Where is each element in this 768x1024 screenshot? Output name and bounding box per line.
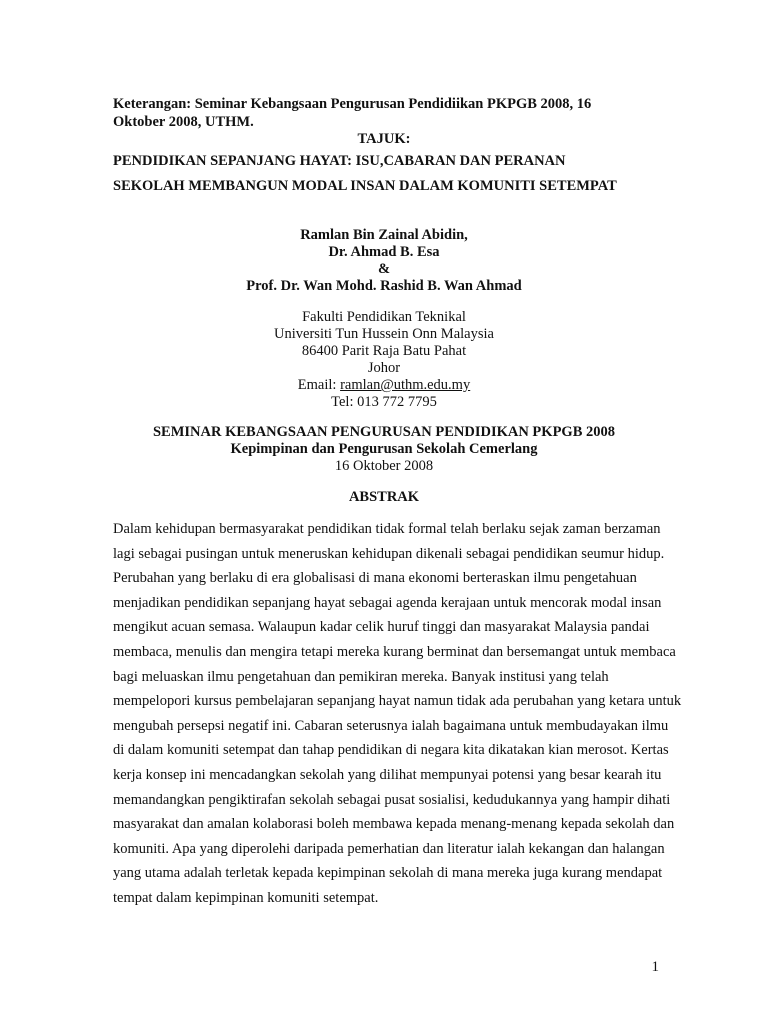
address: 86400 Parit Raja Batu Pahat	[301, 343, 467, 359]
abstract-line: bagi meluaskan ilmu pengetahuan dan pemikiran mereka. Banyak institusi yang telah	[113, 668, 609, 685]
authors-block	[0, 227, 768, 295]
author-2: Dr. Ahmad B. Esa	[328, 244, 440, 260]
abstract-body	[113, 517, 682, 911]
author-separator: &	[377, 261, 391, 277]
seminar-name: SEMINAR KEBANGSAAN PENGURUSAN PENDIDIKAN PKPGB 2008	[152, 424, 616, 440]
abstract-line: komuniti. Apa yang diperolehi daripada pemerhatian dan literatur ialah kekangan dan halangan	[113, 840, 665, 857]
abstract-line: membaca, menulis dan mengira tetapi mereka kurang berminat dan bersemangat untuk membaca	[113, 643, 676, 660]
seminar-date: 16 Oktober 2008	[334, 458, 434, 474]
tajuk-label: TAJUK:	[357, 131, 411, 147]
abstract-line: lagi sebagai pusingan untuk meneruskan kehidupan dikenali sebagai pendidikan seumur hidup.	[113, 545, 665, 562]
email-link[interactable]: ramlan@uthm.edu.my	[340, 377, 471, 393]
abstract-line: tempat dalam kepimpinan komuniti setempat.	[113, 889, 379, 906]
title-line-1: PENDIDIKAN SEPANJANG HAYAT: ISU,CABARAN DAN PERANAN	[113, 153, 566, 169]
abstract-heading: ABSTRAK	[348, 489, 420, 505]
email-line	[0, 377, 768, 394]
abstract-line: kerja konsep ini mencadangkan sekolah yang dilihat mempunyai potensi yang besar kearah itu	[113, 766, 662, 783]
affiliation-block	[0, 309, 768, 411]
page-number: 1	[651, 959, 659, 975]
university: Universiti Tun Hussein Onn Malaysia	[274, 326, 494, 342]
state: Johor	[367, 360, 401, 376]
seminar-block	[0, 424, 768, 475]
telephone: Tel: 013 772 7795	[331, 394, 437, 410]
faculty: Fakulti Pendidikan Teknikal	[302, 309, 466, 325]
author-1: Ramlan Bin Zainal Abidin,	[300, 227, 468, 243]
abstract-line: mengikut acuan semasa. Walaupun kadar celik huruf tinggi dan masyarakat Malaysia pandai	[113, 619, 650, 636]
abstract-line: Perubahan yang berlaku di era globalisasi di mana ekonomi berteraskan ilmu pengetahuan	[113, 570, 637, 587]
seminar-theme: Kepimpinan dan Pengurusan Sekolah Cemerlang	[230, 441, 538, 457]
abstract-line: memandangkan pengiktirafan sekolah sebagai pusat sosialisi, kedudukannya yang hampir dihati	[113, 791, 671, 808]
abstract-line: mengubah persepsi negatif ini. Cabaran seterusnya ialah bagaimana untuk membudayakan ilmu	[113, 717, 669, 734]
author-3: Prof. Dr. Wan Mohd. Rashid B. Wan Ahmad	[246, 278, 522, 294]
abstract-line: di dalam komuniti setempat dan tahap pendidikan di negara kita dikatakan kian merosot. Kertas	[113, 742, 669, 759]
abstract-line: Dalam kehidupan bermasyarakat pendidikan tidak formal telah berlaku sejak zaman berzaman	[113, 521, 661, 537]
abstract-line: menjadikan pendidikan sepanjang hayat sebagai agenda kerajaan untuk mencorak modal insan	[113, 594, 662, 611]
abstract-line: yang utama adalah terletak kepada kepimpinan sekolah di mana mereka juga kurang mendapat	[113, 865, 663, 882]
document-note: Keterangan: Seminar Kebangsaan Pengurusan Pendidiikan PKPGB 2008, 16 Oktober 2008, UTHM.	[113, 96, 592, 130]
title-line-2: SEKOLAH MEMBANGUN MODAL INSAN DALAM KOMUNITI SETEMPAT	[113, 178, 617, 194]
email-label: Email:	[297, 377, 341, 393]
abstract-line: masyarakat dan amalan kolaborasi boleh membawa kepada menang-menang kepada sekolah dan	[113, 816, 675, 833]
abstract-line: mempelopori kursus pembelajaran sepanjang hayat namun tidak ada perubahan yang ketara untuk	[113, 693, 682, 710]
